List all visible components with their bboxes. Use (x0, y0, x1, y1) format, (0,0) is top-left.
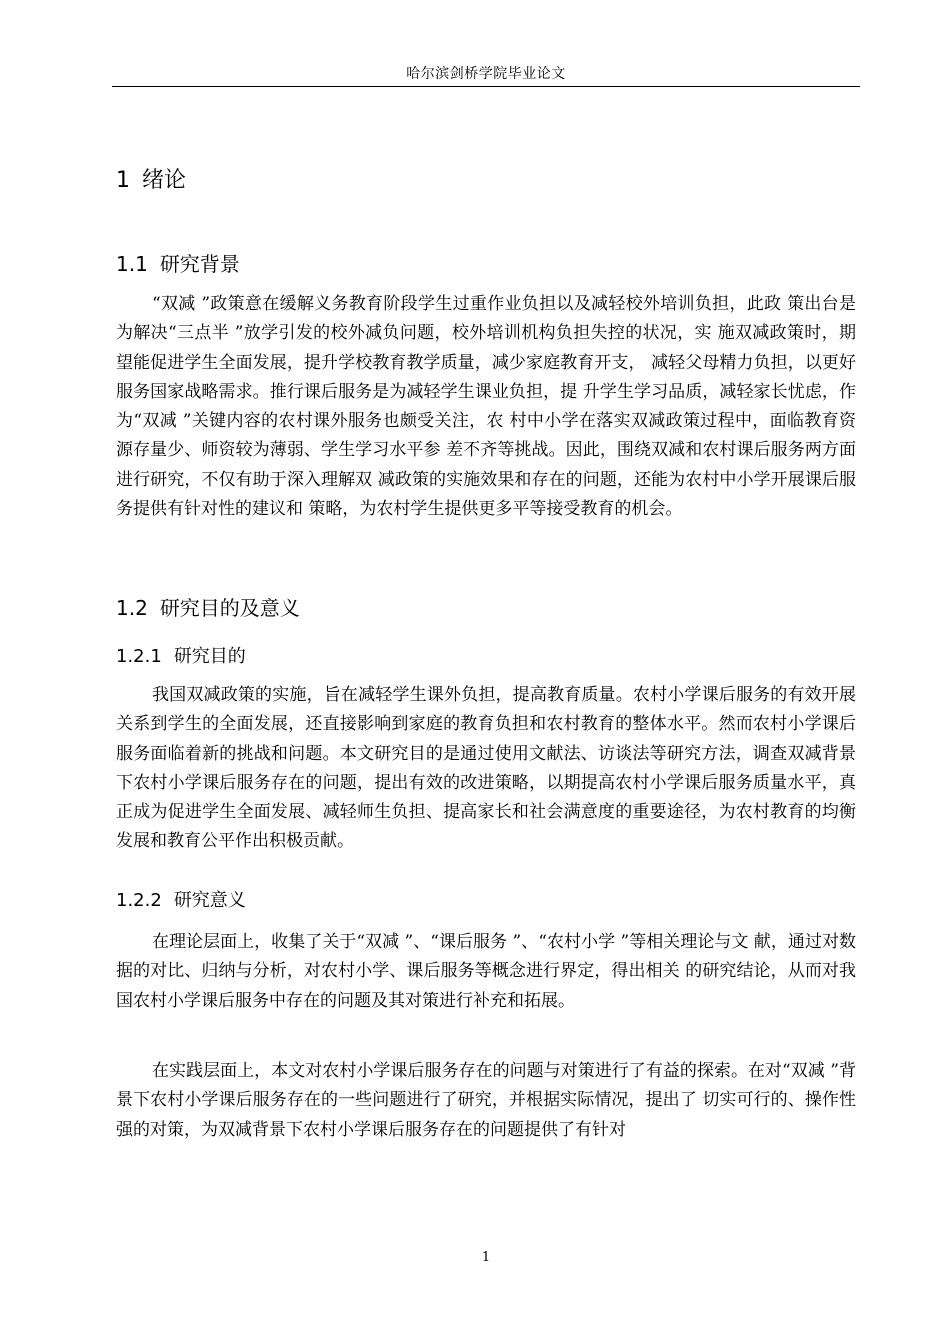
significance-practice-paragraph: 在实践层面上，本文对农村小学课后服务存在的问题与对策进行了有益的探索。在对“双减 ”背景下农村小学课后服务存在的一些问题进行了研究，并根据实际情况，提出了 切实可行的、操作性强的对策，为双减背景下农村小学课后服务存在的问题提供了有针对 (116, 1061, 856, 1140)
significance-theory-paragraph: 在理论层面上，收集了关于“双减 ”、“课后服务 ”、“农村小学 ”等相关理论与文 献，通过对数据的对比、归纳与分析，对农村小学、课后服务等概念进行界定，得出相关 的研究结论，从而对我国农村小学课后服务中存在的问题及其对策进行补充和拓展。 (116, 932, 856, 1011)
header-rule (112, 86, 860, 87)
section-title: 研究背景 (159, 252, 240, 276)
subsection-number: 1.2.1 (116, 646, 162, 667)
section-heading-purpose-significance (116, 592, 300, 621)
subsection-number: 1.2.2 (116, 890, 162, 911)
section-heading-background (116, 248, 240, 277)
chapter-title: 绪论 (142, 168, 187, 193)
background-paragraph: “双减 ”政策意在缓解义务教育阶段学生过重作业负担以及减轻校外培训负担，此政 策出台是为解决“三点半 ”放学引发的校外减负问题，校外培训机构负担失控的状况，实 施双减政策时，期望能促进学生全面发展，提升学校教育教学质量，减少家庭教育开支， 减轻父母精力负担，以更好服务国家战略需求。推行课后服务是为减轻学生课业负担，提 升学生学习品质，减轻家长忧虑，作为“双减 ”关键内容的农村课外服务也颇受关注，农 村中小学在落实双减政策过程中，面临教育资源存量少、师资较为薄弱、学生学习水平参 差不齐等挑战。因此，围绕双减和农村课后服务两方面进行研究，不仅有助于深入理解双 减政策的实施效果和存在的问题，还能为农村中小学开展课后服务提供有针对性的建议和 策略，为农村学生提供更多平等接受教育的机会。 (116, 294, 856, 520)
page-number: 1 (481, 1250, 491, 1265)
section-number: 1.1 (116, 252, 148, 276)
chapter-heading (116, 163, 186, 194)
running-header: 哈尔滨剑桥学院毕业论文 (406, 66, 566, 82)
subsection-title: 研究目的 (173, 646, 246, 667)
purpose-paragraph: 我国双减政策的实施，旨在减轻学生课外负担，提高教育质量。农村小学课后服务的有效开展关系到学生的全面发展，还直接影响到家庭的教育负担和农村教育的整体水平。然而农村小学课后服务面临着新的挑战和问题。本文研究目的是通过使用文献法、访谈法等研究方法，调查双减背景下农村小学课后服务存在的问题，提出有效的改进策略，以期提高农村小学课后服务质量水平，真正成为促进学生全面发展、减轻师生负担、提高家长和社会满意度的重要途径，为农村教育的均衡发展和教育公平作出积极贡献。 (116, 685, 856, 852)
subsection-heading-significance (116, 886, 246, 912)
subsection-heading-purpose (116, 642, 246, 668)
section-title: 研究目的及意义 (159, 596, 300, 620)
subsection-title: 研究意义 (173, 890, 246, 911)
section-number: 1.2 (116, 596, 148, 620)
chapter-number: 1 (116, 168, 130, 193)
